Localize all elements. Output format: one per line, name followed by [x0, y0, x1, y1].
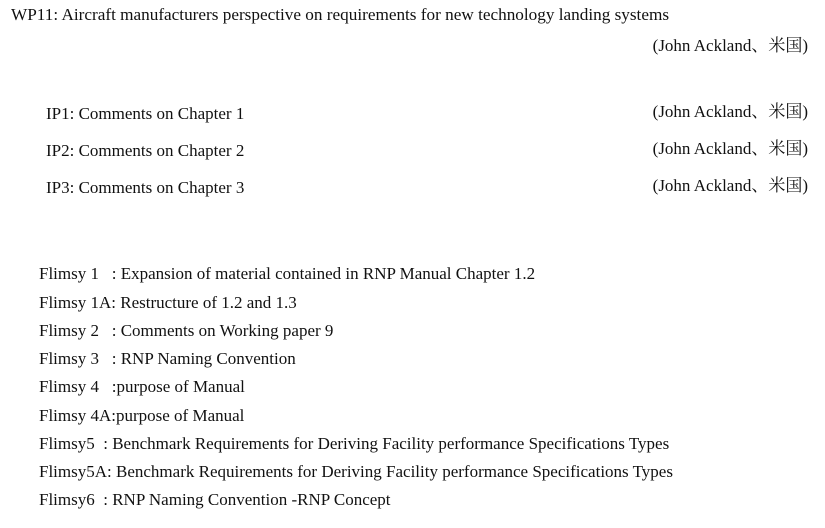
ip2-author: (John Ackland、米国) — [652, 139, 808, 158]
flimsy-4: Flimsy 4 :purpose of Manual — [39, 377, 245, 396]
flimsy-6: Flimsy6 : RNP Naming Convention -RNP Concept — [39, 490, 391, 509]
ip3-author: (John Ackland、米国) — [652, 176, 808, 195]
ip1-author: (John Ackland、米国) — [652, 102, 808, 121]
ip3-label: IP3: Comments on Chapter 3 — [46, 178, 245, 197]
flimsy-3: Flimsy 3 : RNP Naming Convention — [39, 349, 296, 368]
flimsy-2: Flimsy 2 : Comments on Working paper 9 — [39, 321, 334, 340]
flimsy-5a: Flimsy5A: Benchmark Requirements for Deriving Facility performance Specifications Types — [39, 462, 673, 481]
ip1-label: IP1: Comments on Chapter 1 — [46, 104, 245, 123]
wp11-title: WP11: Aircraft manufacturers perspective on requirements for new technology landing systems — [11, 5, 670, 24]
wp11-author: (John Ackland、米国) — [652, 36, 808, 55]
flimsy-5: Flimsy5 : Benchmark Requirements for Deriving Facility performance Specifications Types — [39, 434, 670, 453]
flimsy-1: Flimsy 1 : Expansion of material contained in RNP Manual Chapter 1.2 — [39, 264, 536, 283]
flimsy-4a: Flimsy 4A:purpose of Manual — [39, 406, 245, 425]
flimsy-1a: Flimsy 1A: Restructure of 1.2 and 1.3 — [39, 293, 297, 312]
ip2-label: IP2: Comments on Chapter 2 — [46, 141, 245, 160]
